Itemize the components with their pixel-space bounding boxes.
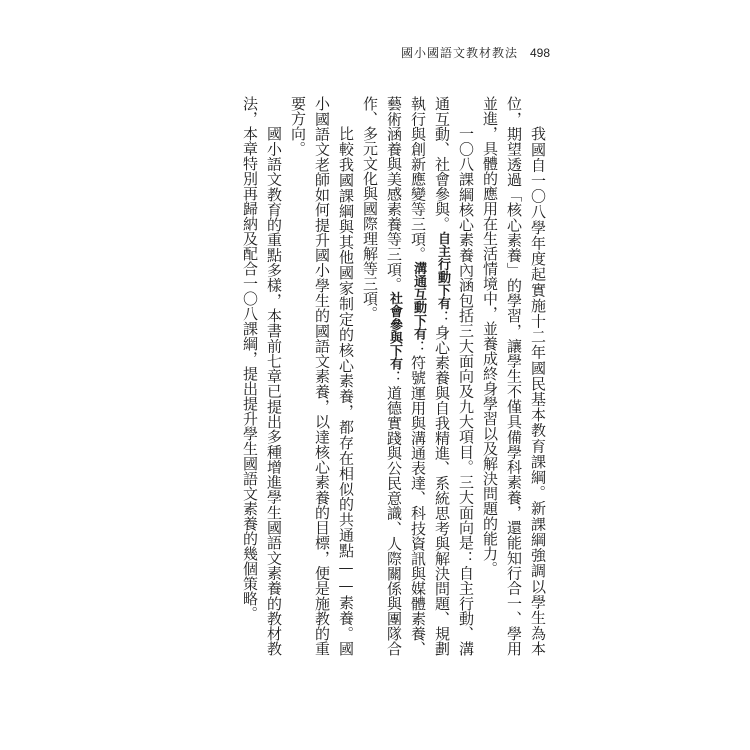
term-communication-interaction: 溝通互動下有 bbox=[411, 261, 426, 340]
paragraph-1-text: 我國自一〇八學年度起實施十二年國民基本教育課綱。新課綱強調以學生為本位，期望透過「核心素養」的學習，讓學生不僅具備學科素養，還能知行合一、學用並進，具體的應用在生活情境中，並養成終身學習以及解決問題的能力。 bbox=[481, 96, 547, 656]
paragraph-4 bbox=[238, 96, 286, 656]
term-autonomous-action: 自主行動下有 bbox=[435, 231, 450, 310]
running-header bbox=[401, 44, 550, 61]
paragraph-2-items-1: ：身心素養與自我精進、系統思考與解決問題、規劃執行與創新應變等三項。 bbox=[409, 96, 451, 657]
term-social-participation: 社會參與下有 bbox=[387, 291, 402, 371]
header-page-number: 498 bbox=[529, 46, 550, 60]
vertical-body-text bbox=[241, 96, 550, 657]
paragraph-2-items-2: ：符號運用與溝通表達、科技資訊與媒體素養、藝術涵養與美感素養等三項。 bbox=[385, 96, 427, 657]
paragraph-2-intro: 一〇八課綱核心素養內涵包括三大面向及九大項目。三大面向是：自主行動、溝通互動、社會參與。 bbox=[433, 96, 475, 656]
paragraph-2 bbox=[358, 96, 478, 656]
paragraph-2-items-3: ：道德實踐與公民意識、人際關係與團隊合作、多元文化與國際理解等三項。 bbox=[361, 96, 403, 657]
paragraph-4-text: 國小語文教育的重點多樣，本書前七章已提出多種增進學生國語文素養的教材教法，本章特別再歸納及配合一〇八課綱，提出提升學生國語文素養的幾個策略。 bbox=[241, 96, 283, 656]
paragraph-3 bbox=[286, 96, 358, 656]
paragraph-3-text: 比較我國課綱與其他國家制定的核心素養，都存在相似的共通點——素養。國小國語文老師如何提升國小學生的國語文素養，以達核心素養的目標，便是施教的重要方向。 bbox=[289, 96, 355, 656]
paragraph-1 bbox=[478, 96, 550, 656]
header-book-title: 國小國語文教材教法 bbox=[400, 46, 518, 60]
